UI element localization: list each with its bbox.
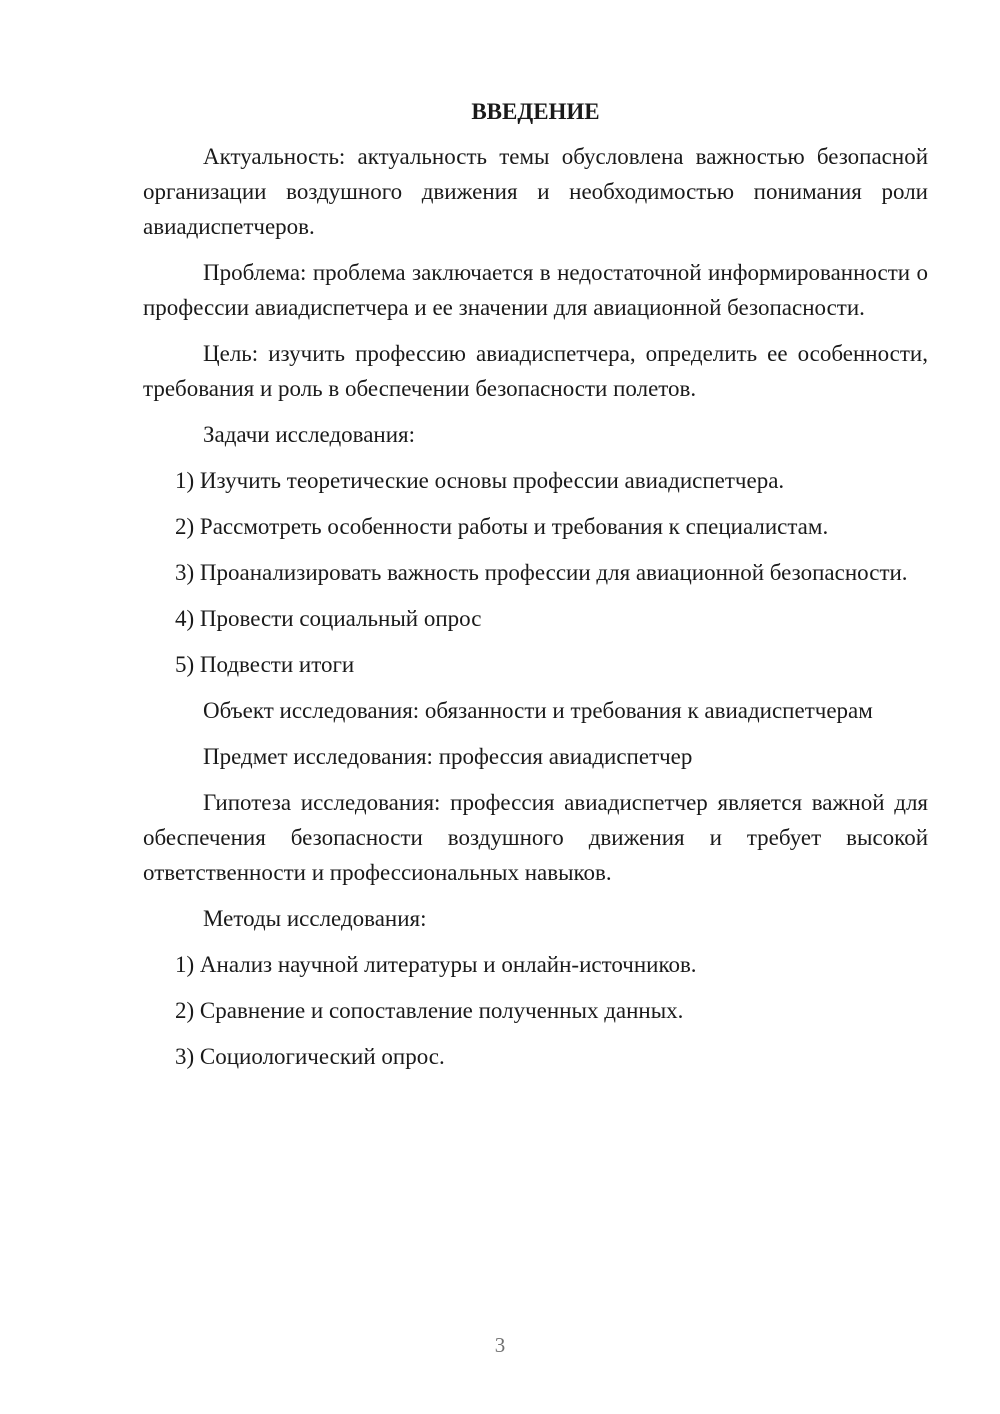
goal-paragraph: Цель: изучить профессию авиадиспетчера, определить ее особенности, требования и роль в обеспечении безопасности полетов. (143, 341, 928, 401)
task-item-1: 1) Изучить теоретические основы профессии авиадиспетчера. (175, 468, 785, 493)
task-item-3: 3) Проанализировать важность профессии для авиационной безопасности. (175, 560, 908, 585)
page-number: 3 (494, 1333, 506, 1357)
relevance-paragraph: Актуальность: актуальность темы обусловлена важностью безопасной организации воздушного движения и необходимостью понимания роли авиадиспетчеров. (143, 144, 928, 239)
task-item-2: 2) Рассмотреть особенности работы и требования к специалистам. (175, 514, 829, 539)
task-item-4: 4) Провести социальный опрос (175, 606, 482, 631)
problem-paragraph: Проблема: проблема заключается в недостаточной информированности о профессии авиадиспетчера и ее значении для авиационной безопасности. (143, 260, 928, 320)
method-item-2: 2) Сравнение и сопоставление полученных данных. (175, 998, 684, 1023)
methods-title: Методы исследования: (203, 906, 427, 931)
method-item-1: 1) Анализ научной литературы и онлайн-источников. (175, 952, 697, 977)
hypothesis-paragraph: Гипотеза исследования: профессия авиадиспетчер является важной для обеспечения безопасности воздушного движения и требует высокой ответственности и профессиональных навыков. (143, 790, 928, 885)
subject-paragraph: Предмет исследования: профессия авиадиспетчер (203, 744, 693, 769)
tasks-title: Задачи исследования: (203, 422, 416, 447)
page-content (143, 94, 928, 1085)
task-item-5: 5) Подвести итоги (175, 652, 355, 677)
method-item-3: 3) Социологический опрос. (175, 1044, 445, 1069)
section-heading: ВВЕДЕНИЕ (471, 99, 600, 124)
object-paragraph: Объект исследования: обязанности и требования к авиадиспетчерам (203, 698, 873, 723)
